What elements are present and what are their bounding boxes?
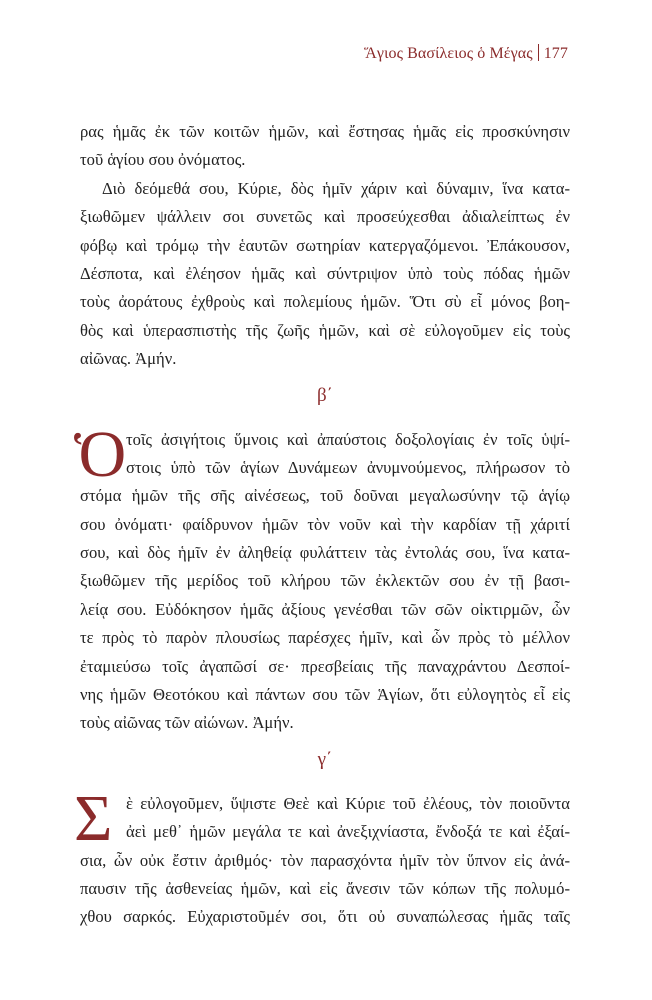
prayer-b — [74, 417, 570, 738]
text-line: ἀεὶ μεθ᾽ ἡμῶν μεγάλα τε καὶ ἀνεξιχνίαστα, ἔνδοξά τε καὶ ἐξαί- — [126, 822, 570, 842]
text-line: χθου σαρκός. Εὐχαριστοῦμέν σοι, ὅτι οὐ συναπώλεσας ἡμᾶς ταῖς — [80, 907, 570, 927]
text-line: αἰῶνας. Ἀμήν. — [80, 349, 177, 369]
text-line: τε πρὸς τὸ παρὸν πλουσίως παρέσχες ἡμῖν, καὶ ὧν πρὸς τὸ μέλλον — [80, 628, 570, 648]
text-line: παυσιν τῆς ἀσθενείας ἡμῶν, καὶ εἰς ἄνεσιν τῶν κόπων τῆς πολυμό- — [80, 878, 570, 898]
text-line: τοῖς ἀσιγήτοις ὕμνοις καὶ ἀπαύστοις δοξολογίαις ἐν τοῖς ὑψί- — [126, 429, 570, 449]
text-line: στοις ὑπὸ τῶν ἁγίων Δυνάμεων ἀνυμνούμενος, πλήρωσον τὸ — [126, 457, 570, 477]
text-line: τοὺς αἰῶνας τῶν αἰώνων. Ἀμήν. — [80, 713, 294, 733]
text-line: ὲ εὐλογοῦμεν, ὕψιστε Θεὲ καὶ Κύριε τοῦ ἐλέους, τὸν ποιοῦντα — [126, 793, 570, 813]
drop-cap: Ὁ — [74, 417, 127, 491]
text-line: στόμα ἡμῶν τῆς σῆς αἰνέσεως, τοῦ δοῦναι μεγαλωσύνην τῷ ἁγίῳ — [80, 486, 570, 506]
text-line: ἐταμιεύσω τοῖς ἀγαπῶσί σε· πρεσβείαις τῆς παναχράντου Δεσποί- — [80, 656, 570, 676]
text-line: ξιωθῶμεν ψάλλειν σοι συνετῶς καὶ προσεύχεσθαι ἀδιαλείπτως ἐν — [80, 207, 570, 227]
text-line: σου ὀνόματι· φαίδρυνον ἡμῶν τὸν νοῦν καὶ τὴν καρδίαν τῇ χάριτί — [80, 514, 570, 534]
paragraph — [80, 175, 570, 374]
text-line: Διὸ δεόμεθά σου, Κύριε, δὸς ἡμῖν χάριν καὶ δύναμιν, ἵνα κατα- — [102, 178, 570, 198]
book-title: Ἅγιος Βασίλειος ὁ Μέγας — [364, 45, 533, 62]
text-line: φόβῳ καὶ τρόμῳ τὴν ἑαυτῶν σωτηρίαν κατεργαζόμενοι. Ἐπάκουσον, — [80, 235, 570, 255]
header-divider — [538, 44, 539, 61]
page-body — [74, 118, 570, 932]
text-line: νης ἡμῶν Θεοτόκου καὶ πάντων σου τῶν Ἁγίων, ὅτι εὐλογητὸς εἶ εἰς — [80, 685, 570, 705]
drop-cap: Σ — [74, 781, 113, 855]
text-line: τοῦ ἁγίου σου ὀνόματος. — [80, 150, 246, 170]
paragraph-continued — [80, 118, 570, 175]
text-line: σια, ὧν οὐκ ἔστιν ἀριθμός· τὸν παρασχόντα ἡμῖν τὸν ὕπνον εἰς ἀνά- — [80, 850, 570, 870]
running-header — [364, 44, 568, 63]
section-marker-b: β΄ — [317, 384, 333, 406]
page-number: 177 — [543, 45, 568, 62]
section-marker-g: γ΄ — [317, 748, 333, 770]
text-line: λείᾳ σου. Εὐδόκησον ἡμᾶς ἀξίους γενέσθαι τῶν σῶν οἰκτιρμῶν, ὧν — [80, 599, 570, 619]
text-line: τοὺς ἀοράτους ἐχθροὺς καὶ πολεμίους ἡμῶν. Ὅτι σὺ εἶ μόνος βοη- — [80, 292, 570, 312]
text-line: ρας ἡμᾶς ἐκ τῶν κοιτῶν ἡμῶν, καὶ ἔστησας ἡμᾶς εἰς προσκύνησιν — [80, 122, 570, 141]
text-line: Δέσποτα, καὶ ἐλέησον ἡμᾶς καὶ σύντριψον ὑπὸ τοὺς πόδας ἡμῶν — [80, 263, 570, 283]
text-line: σου, καὶ δὸς ἡμῖν ἐν ἀληθείᾳ φυλάττειν τὰς ἐντολάς σου, ἵνα κατα- — [80, 543, 570, 563]
text-line: θὸς καὶ ὑπερασπιστὴς τῆς ζωῆς ἡμῶν, καὶ σὲ εὐλογοῦμεν εἰς τοὺς — [80, 320, 570, 340]
prayer-g — [74, 781, 570, 932]
text-line: ξιωθῶμεν τῆς μερίδος τοῦ κλήρου τῶν ἐκλεκτῶν σου ἐν τῇ βασι- — [80, 571, 570, 591]
